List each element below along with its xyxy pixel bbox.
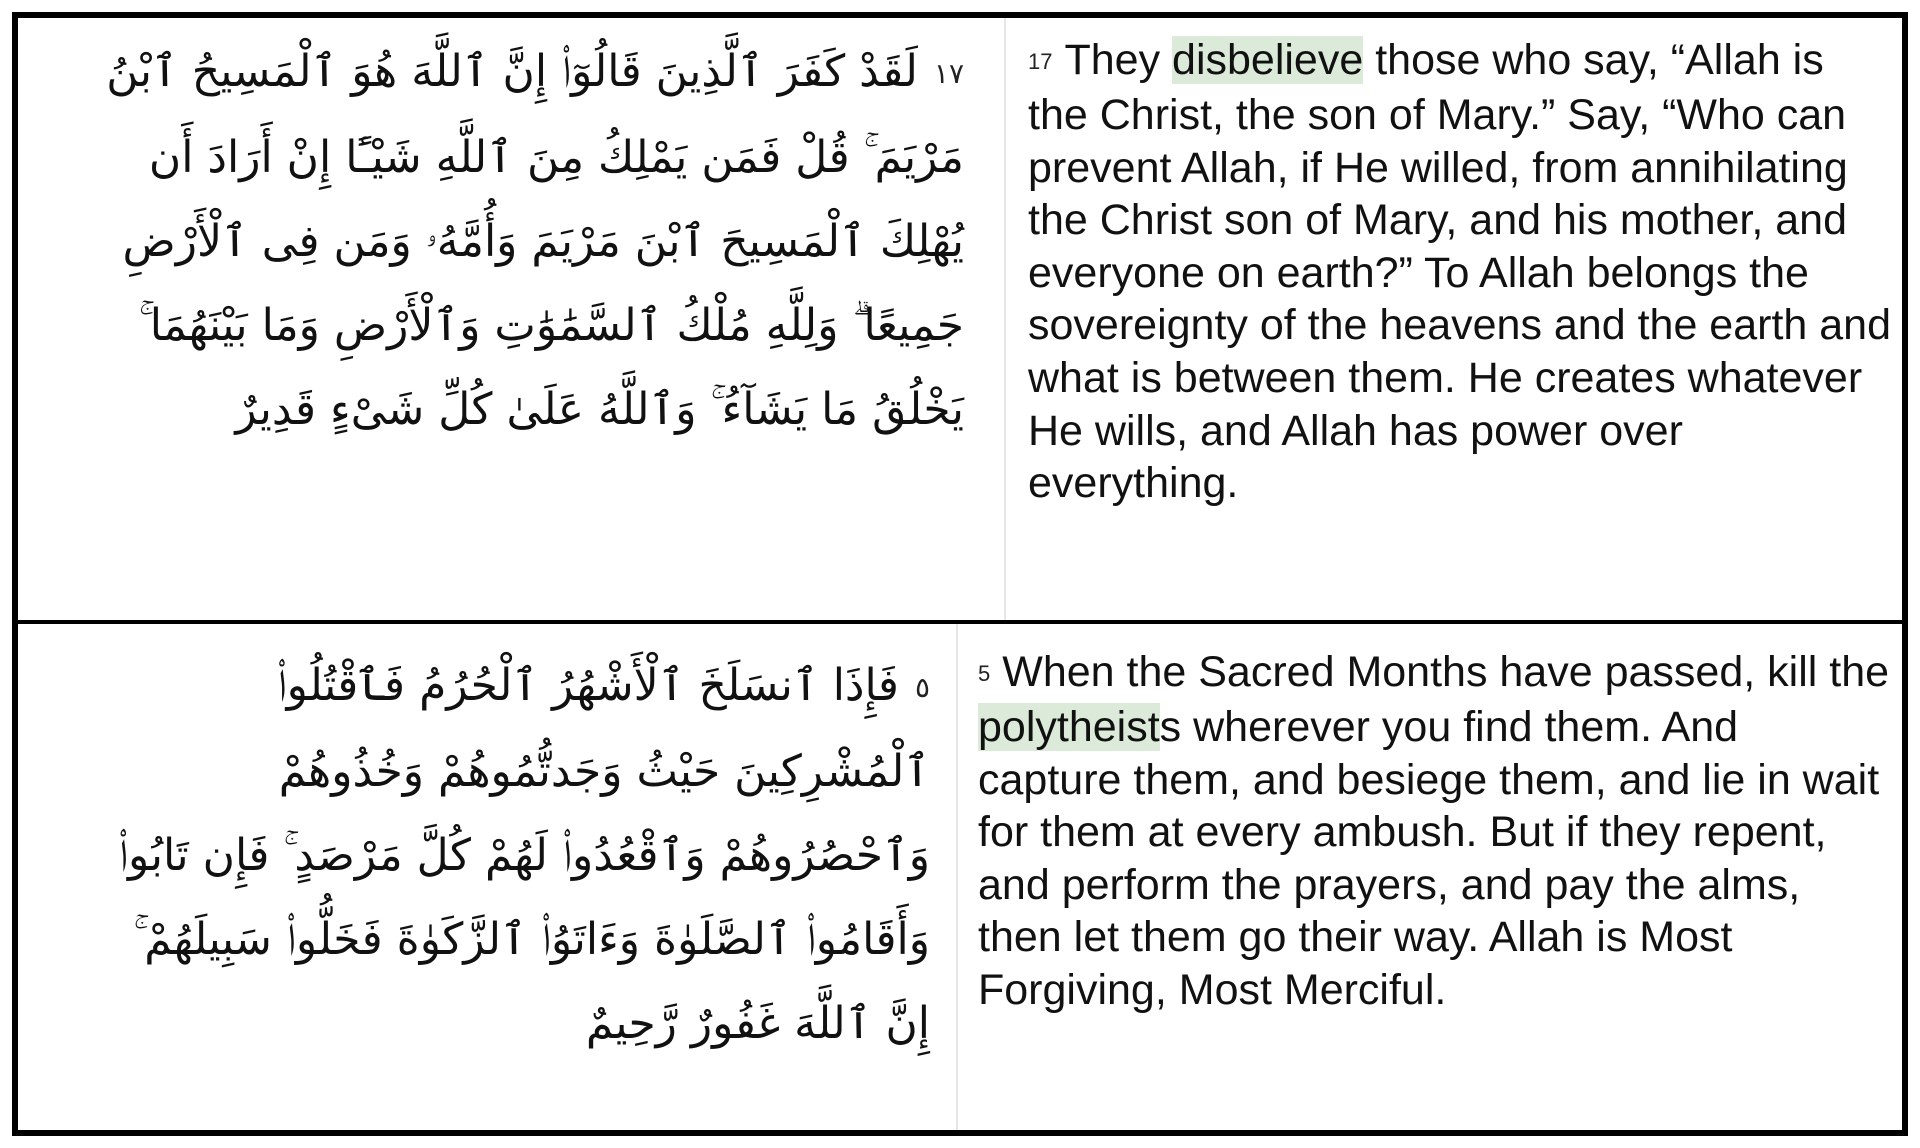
translation-text-start: When the Sacred Months have passed, kill the (1002, 648, 1890, 696)
highlighted-word: polytheist (978, 702, 1160, 751)
translation-text-end: s wherever you find them. And capture them, and besiege them, and lie in wait for them at every ambush. But if they repent, and perform the prayers, and pay the alms, then let them go their way. Allah is Most Forgiving, Most Merciful. (978, 702, 1880, 1014)
column-divider (956, 624, 958, 1130)
english-translation (966, 624, 1902, 1017)
translation-text-start: They (1064, 36, 1173, 84)
english-translation (1014, 18, 1902, 510)
highlighted-word: disbelieve (1172, 36, 1364, 84)
arabic-verse-text (18, 624, 942, 1066)
arabic-verse-number: ٥ (914, 671, 930, 704)
arabic-verse-text (18, 18, 990, 452)
arabic-verse-body: فَإِذَا ٱنسَلَخَ ٱلْأَشْهُرُ ٱلْحُرُمُ فَٱقْتُلُوا۟ ٱلْمُشْرِكِينَ حَيْثُ وَجَدتُّمُوهُمْ وَخُذُوهُمْ وَٱحْصُرُوهُمْ وَٱقْعُدُوا۟ لَهُمْ كُلَّ مَرْصَدٍ ۚ فَإِن تَابُوا۟ وَأَقَامُوا۟ ٱلصَّلَوٰةَ وَءَاتَوُا۟ ٱلزَّكَوٰةَ فَخَلُّوا۟ سَبِيلَهُمْ ۚ إِنَّ ٱللَّهَ غَفُورٌ رَّحِيمٌ (117, 660, 930, 1049)
verse-panel-5 (12, 620, 1908, 1136)
arabic-verse-body: لَقَدْ كَفَرَ ٱلَّذِينَ قَالُوٓا۟ إِنَّ ٱللَّهَ هُوَ ٱلْمَسِيحُ ٱبْنُ مَرْيَمَ ۚ قُلْ فَمَن يَمْلِكُ مِنَ ٱللَّهِ شَيْـًٔا إِنْ أَرَادَ أَن يُهْلِكَ ٱلْمَسِيحَ ٱبْنَ مَرْيَمَ وَأُمَّهُۥ وَمَن فِى ٱلْأَرْضِ جَمِيعًا ۗ وَلِلَّهِ مُلْكُ ٱلسَّمَٰوَٰتِ وَٱلْأَرْضِ وَمَا بَيْنَهُمَا ۚ يَخْلُقُ مَا يَشَآءُ ۚ وَٱللَّهُ عَلَىٰ كُلِّ شَىْءٍ قَدِيرٌ (106, 46, 964, 435)
verse-panel-17 (12, 12, 1908, 624)
arabic-verse-number: ١٧ (933, 57, 964, 90)
column-divider (1004, 18, 1006, 620)
english-verse-number: 5 (978, 661, 991, 687)
translation-text-end: those who say, “Allah is the Christ, the son of Mary.” Say, “Who can prevent Allah, if He willed, from annihilating the Christ son of Mary, and his mother, and everyone on earth?” To Allah belongs the sovereignty of the heavens and the earth and what is between them. He creates whatever He wills, and Allah has power over everything. (1028, 36, 1892, 508)
english-verse-number: 17 (1028, 49, 1053, 75)
